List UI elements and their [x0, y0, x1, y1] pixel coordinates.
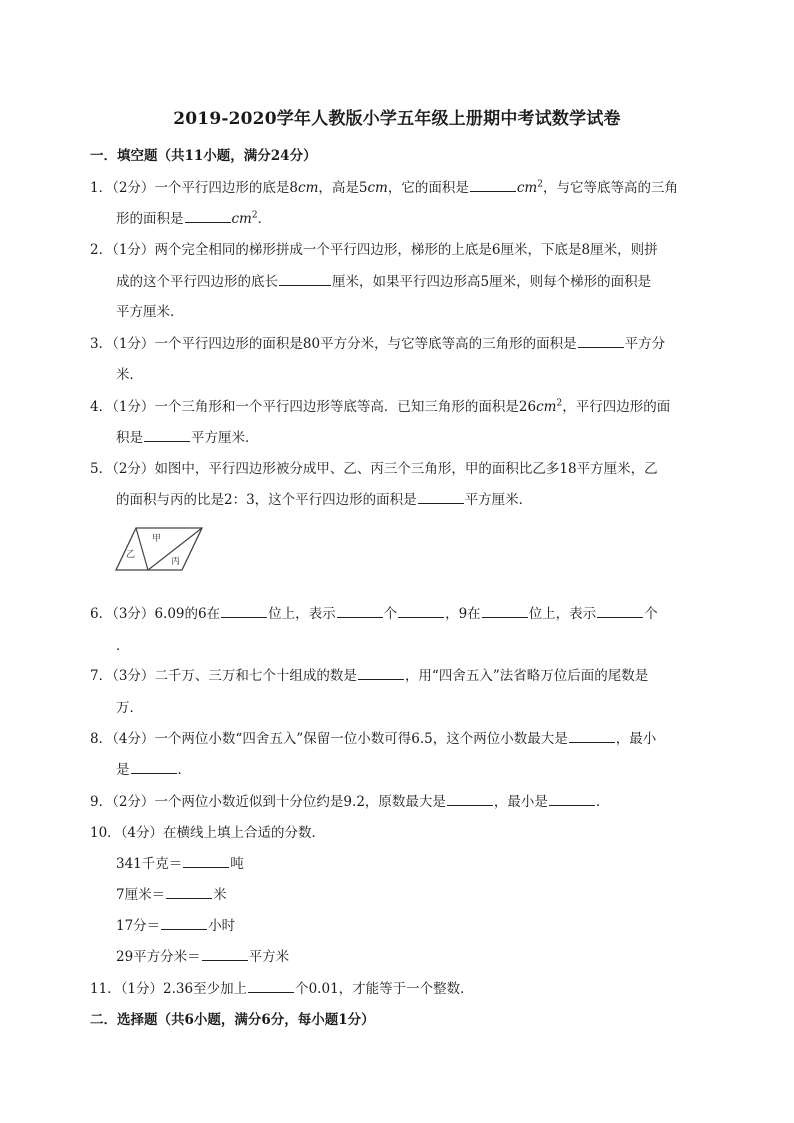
question-number: 9． — [90, 794, 113, 810]
question-score: （3分） — [112, 668, 155, 684]
question-6-line-2: ． — [116, 638, 130, 654]
conversion-3: 17分＝ 小时 — [116, 918, 236, 934]
parallelogram-figure — [112, 524, 204, 572]
question-score: （1分） — [112, 399, 155, 415]
conversion-2: 7厘米＝ 米 — [116, 887, 227, 903]
question-6-line-1: 6．（3分）6.09的6在 位上，表示 个 ，9在 位上，表示 个 — [90, 606, 658, 622]
diagonal-line-1 — [136, 528, 148, 570]
answer-blank[interactable] — [549, 793, 595, 806]
page-title: 2019-2020学年人教版小学五年级上册期中考试数学试卷 — [173, 109, 621, 129]
question-number: 3． — [90, 336, 113, 352]
question-score: （3分） — [112, 606, 155, 622]
question-10-line-1: 10．（4分）在横线上填上合适的分数． — [90, 825, 326, 841]
answer-blank[interactable] — [161, 917, 207, 930]
question-11-line-1: 11．（1分）2.36至少加上 个0.01，才能等于一个整数． — [90, 981, 474, 997]
label-yi: 乙 — [126, 550, 136, 560]
question-4-line-2: 积是 平方厘米． — [116, 430, 259, 446]
answer-blank[interactable] — [144, 429, 190, 442]
question-number: 1． — [90, 180, 113, 196]
question-9-line-1: 9．（2分）一个两位小数近似到十分位约是9.2，原数最大是 ，最小是 ． — [90, 794, 610, 810]
section-heading-fill-blank: 一．填空题（共11小题，满分24分） — [90, 148, 317, 164]
label-jia: 甲 — [152, 534, 162, 544]
question-1-line-1: 1．（2分）一个平行四边形的底是8cm，高是5cm，它的面积是 $cm^2$，与它等底等高的三角 — [90, 179, 678, 196]
answer-blank[interactable] — [418, 491, 464, 504]
question-3-line-2: 米． — [116, 367, 143, 383]
question-1-line-2: 形的面积是 $cm^2$． — [116, 210, 272, 227]
question-number: 6． — [90, 606, 113, 622]
question-2-line-3: 平方厘米． — [116, 304, 184, 320]
answer-blank[interactable] — [358, 667, 404, 680]
answer-blank[interactable] — [183, 855, 229, 868]
question-5-line-1: 5．（2分）如图中，平行四边形被分成甲、乙、丙三个三角形，甲的面积比乙多18平方厘米，乙 — [90, 461, 658, 477]
question-number: 5． — [90, 461, 113, 477]
question-7-line-1: 7．（3分）二千万、三万和七个十组成的数是 ，用“四舍五入”法省略万位后面的尾数是 — [90, 668, 649, 684]
question-2-line-1: 2．（1分）两个完全相同的梯形拼成一个平行四边形，梯形的上底是6厘米，下底是8厘米，则拼 — [90, 242, 658, 258]
answer-blank[interactable] — [248, 980, 294, 993]
answer-blank[interactable] — [597, 605, 643, 618]
question-number: 8． — [90, 731, 113, 747]
question-8-line-2: 是 ． — [116, 762, 191, 778]
question-score: （4分） — [120, 825, 164, 841]
answer-blank[interactable] — [337, 605, 383, 618]
question-number: 4． — [90, 399, 113, 415]
question-5-line-2: 的面积与丙的比是2：3，这个平行四边形的面积是 平方厘米． — [116, 492, 533, 508]
question-7-line-2: 万． — [116, 700, 143, 716]
question-4-line-1: 4．（1分）一个三角形和一个平行四边形等底等高．已知三角形的面积是$26cm^2$，平行四边形的面 — [90, 398, 671, 415]
answer-blank[interactable] — [279, 273, 331, 286]
answer-blank[interactable] — [569, 730, 615, 743]
section-heading-multiple-choice: 二．选择题（共6小题，满分6分，每小题1分） — [90, 1012, 375, 1028]
answer-blank[interactable] — [202, 948, 248, 961]
question-2-line-2: 成的这个平行四边形的底长 厘米，如果平行四边形高5厘米，则每个梯形的面积是 — [116, 274, 652, 290]
answer-blank[interactable] — [447, 793, 493, 806]
question-score: （4分） — [112, 731, 155, 747]
answer-blank[interactable] — [470, 179, 516, 192]
answer-blank[interactable] — [131, 761, 177, 774]
answer-blank[interactable] — [482, 605, 528, 618]
question-score: （1分） — [120, 981, 164, 997]
answer-blank[interactable] — [578, 335, 624, 348]
question-score: （2分） — [112, 461, 155, 477]
question-8-line-1: 8．（4分）一个两位小数“四舍五入”保留一位小数可得6.5，这个两位小数最大是 ，最小 — [90, 731, 657, 747]
answer-blank[interactable] — [185, 210, 231, 223]
answer-blank[interactable] — [166, 886, 212, 899]
answer-blank[interactable] — [221, 605, 267, 618]
question-score: （2分） — [112, 794, 155, 810]
question-score: （2分） — [112, 180, 155, 196]
conversion-1: 341千克＝ 吨 — [116, 856, 244, 872]
question-number: 7． — [90, 668, 113, 684]
question-number: 11． — [90, 981, 121, 997]
question-3-line-1: 3．（1分）一个平行四边形的面积是80平方分米，与它等底等高的三角形的面积是 平方分 — [90, 336, 666, 352]
conversion-4: 29平方分米＝ 平方米 — [116, 949, 290, 965]
question-number: 10． — [90, 825, 121, 841]
answer-blank[interactable] — [398, 605, 444, 618]
question-score: （1分） — [112, 242, 155, 258]
question-score: （1分） — [112, 336, 155, 352]
question-number: 2． — [90, 242, 113, 258]
label-bing: 丙 — [171, 557, 181, 567]
